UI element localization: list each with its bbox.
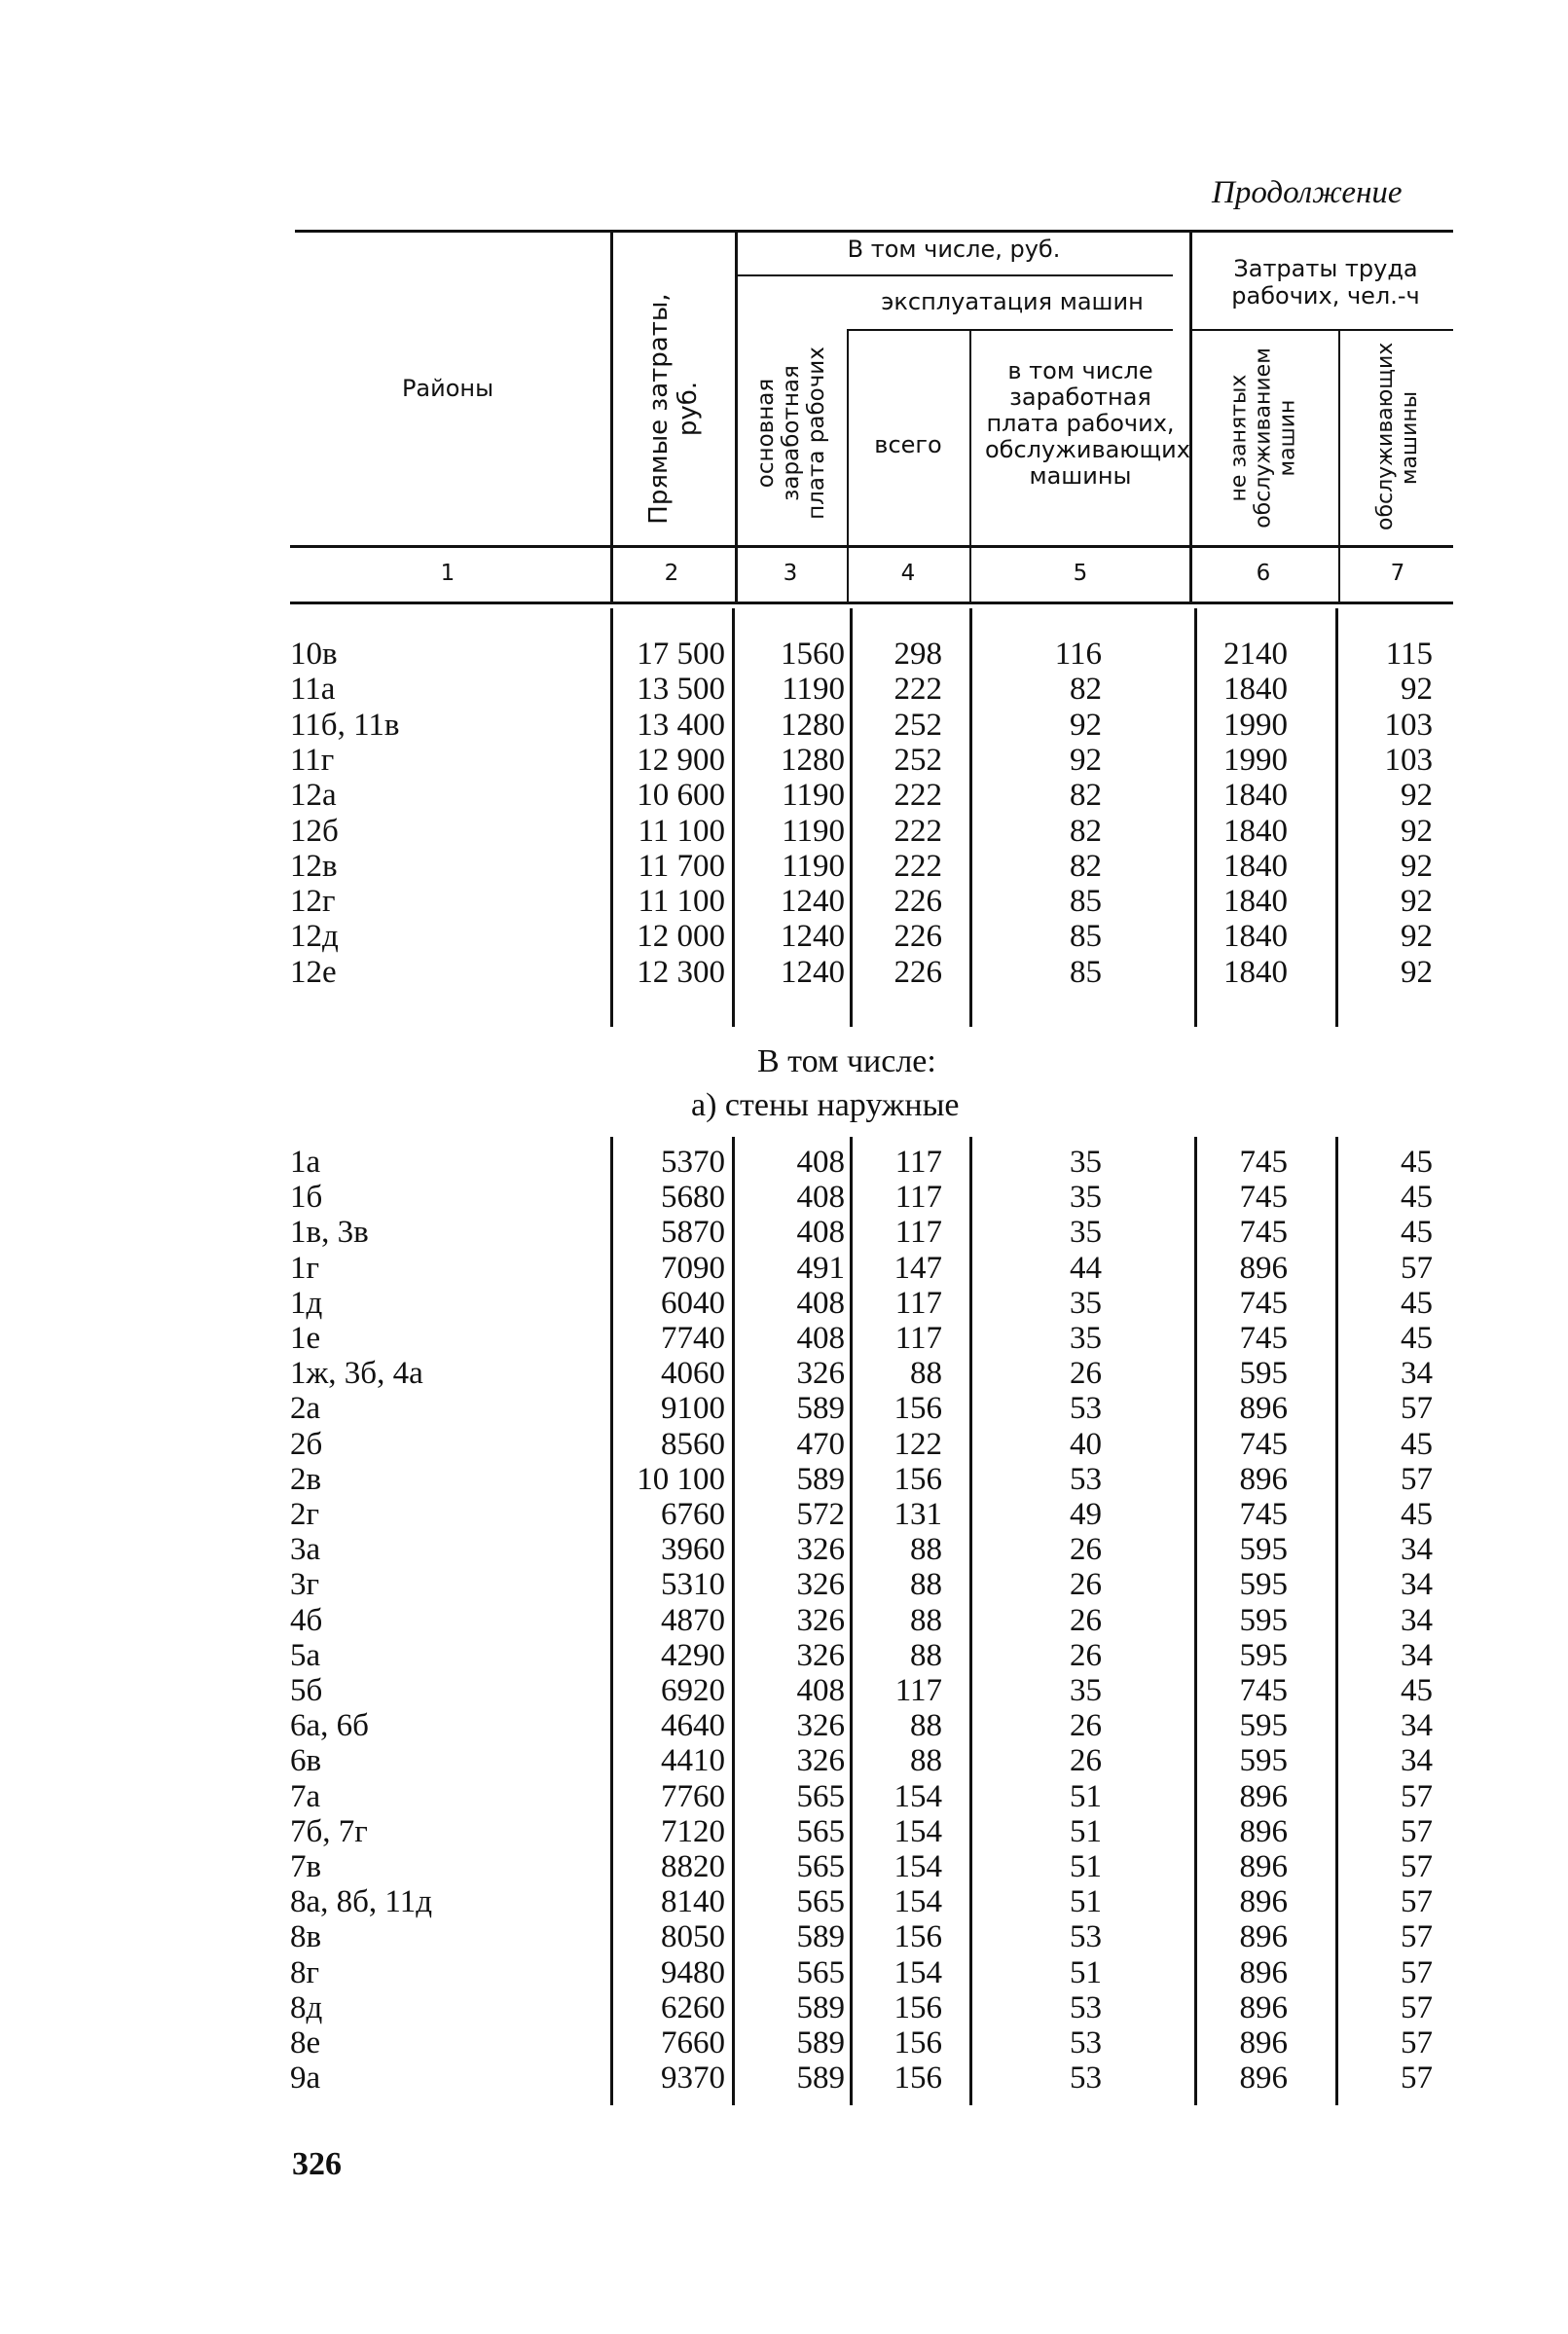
row-label-district: 2в: [290, 1461, 322, 1497]
cell-basic-wage: 1280: [781, 742, 845, 778]
cell-machine-wage: 51: [1070, 1884, 1102, 1920]
cell-basic-wage: 589: [796, 2025, 845, 2060]
cell-machines-total: 298: [893, 637, 942, 672]
cell-direct-costs: 4060: [661, 1356, 725, 1392]
cell-machine-wage: 53: [1070, 1391, 1102, 1427]
cell-labor-nonmachine: 745: [1239, 1145, 1288, 1180]
cell-labor-machine: 34: [1401, 1743, 1433, 1779]
row-label-district: 1а: [290, 1145, 321, 1180]
cell-direct-costs: 8820: [661, 1849, 725, 1884]
row-label-district: 2г: [290, 1497, 320, 1532]
row-label-district: 2а: [290, 1391, 321, 1427]
cell-basic-wage: 565: [796, 1813, 845, 1849]
row-label-district: 8в: [290, 1919, 322, 1955]
cell-labor-nonmachine: 896: [1239, 1250, 1288, 1286]
cell-labor-machine: 92: [1401, 954, 1433, 990]
cell-machines-total: 156: [893, 2025, 942, 2060]
cell-direct-costs: 4870: [661, 1602, 725, 1638]
cell-machine-wage: 53: [1070, 2060, 1102, 2097]
cell-labor-nonmachine: 896: [1239, 2025, 1288, 2060]
cell-machines-total: 147: [893, 1250, 942, 1286]
cell-basic-wage: 1240: [781, 884, 845, 920]
cell-direct-costs: 4290: [661, 1637, 725, 1673]
cell-basic-wage: 565: [796, 1849, 845, 1884]
row-label-district: 12е: [290, 954, 337, 990]
cell-labor-machine: 34: [1401, 1356, 1433, 1392]
cell-labor-nonmachine: 896: [1239, 1954, 1288, 1990]
cell-direct-costs: 13 500: [637, 672, 725, 708]
cell-direct-costs: 11 700: [638, 848, 725, 884]
cell-machine-wage: 26: [1070, 1567, 1102, 1603]
row-label-district: 1в, 3в: [290, 1215, 369, 1251]
cell-labor-machine: 57: [1401, 1461, 1433, 1497]
cell-machines-total: 122: [893, 1426, 942, 1462]
cell-labor-machine: 115: [1385, 637, 1433, 672]
cell-labor-machine: 45: [1401, 1180, 1433, 1216]
cell-labor-machine: 103: [1384, 742, 1433, 778]
cell-direct-costs: 8050: [661, 1919, 725, 1955]
row-label-district: 6а, 6б: [290, 1708, 369, 1744]
cell-machine-wage: 51: [1070, 1954, 1102, 1990]
cell-direct-costs: 9370: [661, 2060, 725, 2097]
cell-direct-costs: 12 900: [637, 742, 725, 778]
cell-basic-wage: 1190: [782, 778, 845, 814]
cell-machines-total: 154: [893, 1884, 942, 1920]
cell-labor-nonmachine: 745: [1239, 1180, 1288, 1216]
row-label-district: 7в: [290, 1849, 322, 1884]
row-label-district: 8е: [290, 2025, 321, 2060]
cell-machine-wage: 92: [1070, 742, 1102, 778]
cell-labor-machine: 92: [1401, 848, 1433, 884]
cell-labor-machine: 45: [1401, 1673, 1433, 1708]
row-label-district: 6в: [290, 1743, 322, 1779]
cell-labor-nonmachine: 896: [1239, 2060, 1288, 2097]
cell-machine-wage: 53: [1070, 1919, 1102, 1955]
cell-labor-nonmachine: 595: [1239, 1708, 1288, 1744]
cell-labor-machine: 103: [1384, 707, 1433, 743]
cell-basic-wage: 565: [796, 1954, 845, 1990]
cell-labor-nonmachine: 745: [1239, 1285, 1288, 1321]
cell-direct-costs: 5310: [661, 1567, 725, 1603]
cell-machines-total: 222: [893, 672, 942, 708]
row-label-district: 11а: [290, 672, 336, 708]
cell-labor-nonmachine: 896: [1239, 1919, 1288, 1955]
cell-machines-total: 156: [893, 1461, 942, 1497]
header-divider: [1338, 331, 1340, 602]
cell-machines-total: 222: [893, 778, 942, 814]
header-bottom-rule: [290, 545, 1453, 548]
cell-labor-nonmachine: 1840: [1223, 813, 1288, 849]
cell-machine-wage: 51: [1070, 1778, 1102, 1814]
row-label-district: 12в: [290, 848, 338, 884]
cell-basic-wage: 572: [796, 1497, 845, 1532]
cell-machine-wage: 40: [1070, 1426, 1102, 1462]
cell-basic-wage: 589: [796, 1989, 845, 2025]
cell-machine-wage: 35: [1070, 1321, 1102, 1356]
header-divider: [1189, 232, 1192, 602]
header-divider: [969, 331, 971, 602]
cell-labor-machine: 57: [1401, 1954, 1433, 1990]
cell-labor-nonmachine: 896: [1239, 1461, 1288, 1497]
cell-machines-total: 131: [893, 1497, 942, 1532]
cell-basic-wage: 589: [796, 1461, 845, 1497]
row-label-district: 11б, 11в: [290, 707, 400, 743]
cell-basic-wage: 589: [796, 1391, 845, 1427]
cell-basic-wage: 565: [796, 1884, 845, 1920]
row-label-district: 7а: [290, 1778, 321, 1814]
cell-labor-nonmachine: 896: [1239, 1849, 1288, 1884]
cell-direct-costs: 5680: [661, 1180, 725, 1216]
cell-direct-costs: 6760: [661, 1497, 725, 1532]
basic-wage-header: основная заработная плата рабочих: [753, 346, 829, 520]
cell-machine-wage: 82: [1070, 813, 1102, 849]
row-label-district: 7б, 7г: [290, 1813, 368, 1849]
cell-machine-wage: 26: [1070, 1602, 1102, 1638]
cell-labor-nonmachine: 1840: [1223, 884, 1288, 920]
cell-basic-wage: 491: [796, 1250, 845, 1286]
cell-direct-costs: 7120: [661, 1813, 725, 1849]
cell-direct-costs: 9100: [661, 1391, 725, 1427]
cell-machines-total: 88: [910, 1356, 942, 1392]
cell-labor-nonmachine: 896: [1239, 1813, 1288, 1849]
cell-direct-costs: 9480: [661, 1954, 725, 1990]
cell-basic-wage: 326: [796, 1637, 845, 1673]
cell-labor-machine: 57: [1401, 1989, 1433, 2025]
cell-machines-total: 88: [910, 1532, 942, 1568]
cell-labor-machine: 92: [1401, 778, 1433, 814]
cell-machine-wage: 35: [1070, 1285, 1102, 1321]
row-label-district: 1д: [290, 1285, 323, 1321]
cell-machine-wage: 82: [1070, 672, 1102, 708]
cell-labor-nonmachine: 896: [1239, 1989, 1288, 2025]
cell-machines-total: 117: [894, 1321, 942, 1356]
cell-direct-costs: 6920: [661, 1673, 725, 1708]
column-number: 3: [783, 561, 798, 586]
cell-labor-nonmachine: 595: [1239, 1602, 1288, 1638]
cell-machines-total: 226: [893, 954, 942, 990]
row-label-district: 9а: [290, 2060, 321, 2097]
row-label-district: 4б: [290, 1602, 323, 1638]
cell-machines-total: 226: [893, 919, 942, 955]
cell-machine-wage: 51: [1070, 1849, 1102, 1884]
cell-direct-costs: 13 400: [637, 707, 725, 743]
cell-direct-costs: 7660: [661, 2025, 725, 2060]
row-label-district: 10в: [290, 637, 338, 672]
cell-labor-machine: 34: [1401, 1602, 1433, 1638]
labor-nonmachine-header: не занятых обслуживанием машин: [1226, 347, 1300, 529]
cell-labor-nonmachine: 1840: [1223, 848, 1288, 884]
cell-basic-wage: 589: [796, 1919, 845, 1955]
cell-machine-wage: 35: [1070, 1215, 1102, 1251]
cell-machine-wage: 53: [1070, 1461, 1102, 1497]
cell-machines-total: 156: [893, 2060, 942, 2097]
cell-labor-nonmachine: 745: [1239, 1497, 1288, 1532]
row-label-district: 8а, 8б, 11д: [290, 1884, 433, 1920]
row-label-district: 12а: [290, 778, 337, 814]
cell-basic-wage: 1560: [781, 637, 845, 672]
cell-labor-machine: 57: [1401, 1884, 1433, 1920]
row-label-district: 12б: [290, 813, 339, 849]
cell-labor-nonmachine: 595: [1239, 1532, 1288, 1568]
cell-machine-wage: 26: [1070, 1637, 1102, 1673]
cell-machine-wage: 51: [1070, 1813, 1102, 1849]
cell-labor-machine: 45: [1401, 1215, 1433, 1251]
row-label-district: 5а: [290, 1637, 321, 1673]
cell-basic-wage: 1280: [781, 707, 845, 743]
cell-direct-costs: 7760: [661, 1778, 725, 1814]
cell-basic-wage: 408: [796, 1321, 845, 1356]
column-number: 4: [900, 561, 916, 586]
cell-labor-machine: 45: [1401, 1426, 1433, 1462]
labor-group-header: Затраты труда рабочих, чел.-ч: [1231, 255, 1420, 310]
cell-direct-costs: 5870: [661, 1215, 725, 1251]
header-divider: [735, 232, 738, 602]
cell-machines-total: 156: [893, 1989, 942, 2025]
row-label-district: 8д: [290, 1989, 323, 2025]
cell-labor-machine: 45: [1401, 1321, 1433, 1356]
cell-labor-nonmachine: 745: [1239, 1673, 1288, 1708]
cell-machines-total: 226: [893, 884, 942, 920]
cell-machines-total: 88: [910, 1637, 942, 1673]
column-number: 5: [1073, 561, 1088, 586]
cell-machine-wage: 49: [1070, 1497, 1102, 1532]
cell-machines-total: 117: [894, 1145, 942, 1180]
cell-machines-total: 88: [910, 1602, 942, 1638]
cell-labor-machine: 34: [1401, 1708, 1433, 1744]
cell-labor-machine: 57: [1401, 1919, 1433, 1955]
cell-direct-costs: 6260: [661, 1989, 725, 2025]
cell-basic-wage: 408: [796, 1180, 845, 1216]
labor-machine-header: обслуживающих машины: [1373, 342, 1422, 530]
cell-direct-costs: 4640: [661, 1708, 725, 1744]
cell-machine-wage: 35: [1070, 1673, 1102, 1708]
cell-direct-costs: 7740: [661, 1321, 725, 1356]
cell-machine-wage: 82: [1070, 848, 1102, 884]
cell-basic-wage: 1240: [781, 919, 845, 955]
cell-labor-machine: 45: [1401, 1145, 1433, 1180]
cell-machine-wage: 85: [1070, 884, 1102, 920]
cell-machine-wage: 116: [1054, 637, 1102, 672]
row-label-district: 12д: [290, 919, 339, 955]
cell-labor-machine: 34: [1401, 1567, 1433, 1603]
cell-labor-machine: 57: [1401, 1813, 1433, 1849]
cell-direct-costs: 8140: [661, 1884, 725, 1920]
cell-direct-costs: 17 500: [637, 637, 725, 672]
cell-labor-nonmachine: 745: [1239, 1426, 1288, 1462]
cell-labor-machine: 92: [1401, 672, 1433, 708]
cell-direct-costs: 11 100: [638, 813, 725, 849]
cell-labor-nonmachine: 595: [1239, 1637, 1288, 1673]
cell-basic-wage: 326: [796, 1708, 845, 1744]
cell-machine-wage: 53: [1070, 1989, 1102, 2025]
cell-direct-costs: 10 600: [637, 778, 725, 814]
cell-basic-wage: 326: [796, 1356, 845, 1392]
page-number: 326: [292, 2146, 342, 2182]
cell-basic-wage: 1190: [782, 672, 845, 708]
row-label-district: 3а: [290, 1532, 321, 1568]
cell-machines-total: 88: [910, 1567, 942, 1603]
cell-labor-nonmachine: 1840: [1223, 778, 1288, 814]
row-label-district: 5б: [290, 1673, 323, 1708]
cell-direct-costs: 10 100: [637, 1461, 725, 1497]
header-divider: [610, 232, 613, 602]
cell-basic-wage: 326: [796, 1567, 845, 1603]
cell-machines-total: 252: [893, 707, 942, 743]
cell-machine-wage: 26: [1070, 1356, 1102, 1392]
column-number: 1: [440, 561, 456, 586]
cell-labor-nonmachine: 745: [1239, 1321, 1288, 1356]
cell-labor-machine: 57: [1401, 2060, 1433, 2097]
cell-machines-total: 156: [893, 1919, 942, 1955]
row-label-district: 3г: [290, 1567, 320, 1603]
cell-labor-nonmachine: 1840: [1223, 954, 1288, 990]
cell-direct-costs: 3960: [661, 1532, 725, 1568]
cell-basic-wage: 1240: [781, 954, 845, 990]
cell-basic-wage: 326: [796, 1532, 845, 1568]
cell-labor-machine: 92: [1401, 884, 1433, 920]
cell-machine-wage: 44: [1070, 1250, 1102, 1286]
cell-basic-wage: 470: [796, 1426, 845, 1462]
cell-labor-nonmachine: 1840: [1223, 672, 1288, 708]
row-label-district: 8г: [290, 1954, 320, 1990]
row-label-district: 1е: [290, 1321, 321, 1356]
cell-basic-wage: 326: [796, 1743, 845, 1779]
cell-labor-machine: 57: [1401, 1849, 1433, 1884]
cell-machines-total: 117: [894, 1673, 942, 1708]
cell-labor-nonmachine: 745: [1239, 1215, 1288, 1251]
column-number: 6: [1256, 561, 1271, 586]
section-subheading: а) стены наружные: [691, 1087, 960, 1123]
cell-direct-costs: 5370: [661, 1145, 725, 1180]
cell-labor-machine: 57: [1401, 1778, 1433, 1814]
section-heading: В том числе:: [757, 1043, 936, 1079]
cell-basic-wage: 408: [796, 1673, 845, 1708]
cell-machine-wage: 85: [1070, 919, 1102, 955]
cell-basic-wage: 408: [796, 1215, 845, 1251]
districts-header: Районы: [401, 375, 494, 402]
cell-direct-costs: 8560: [661, 1426, 725, 1462]
cell-labor-machine: 45: [1401, 1285, 1433, 1321]
cell-basic-wage: 565: [796, 1778, 845, 1814]
cell-labor-nonmachine: 2140: [1223, 637, 1288, 672]
machines-group-rule: [847, 329, 1173, 331]
cell-direct-costs: 11 100: [638, 884, 725, 920]
labor-group-rule: [1192, 329, 1453, 331]
cell-labor-nonmachine: 896: [1239, 1778, 1288, 1814]
cell-labor-machine: 57: [1401, 2025, 1433, 2060]
cell-basic-wage: 408: [796, 1285, 845, 1321]
cell-direct-costs: 4410: [661, 1743, 725, 1779]
cell-machine-wage: 92: [1070, 707, 1102, 743]
numbers-bottom-rule: [290, 602, 1453, 604]
machines-total-header: всего: [874, 431, 942, 458]
row-label-district: 12г: [290, 884, 336, 920]
cell-machine-wage: 35: [1070, 1145, 1102, 1180]
cell-labor-nonmachine: 595: [1239, 1356, 1288, 1392]
cell-machine-wage: 85: [1070, 954, 1102, 990]
cell-basic-wage: 408: [796, 1145, 845, 1180]
cell-labor-nonmachine: 595: [1239, 1743, 1288, 1779]
cell-direct-costs: 12 000: [637, 919, 725, 955]
row-label-district: 1б: [290, 1180, 323, 1216]
cell-machines-total: 117: [894, 1285, 942, 1321]
cell-labor-nonmachine: 1990: [1223, 742, 1288, 778]
cell-machines-total: 222: [893, 813, 942, 849]
cell-labor-nonmachine: 1990: [1223, 707, 1288, 743]
cell-machine-wage: 35: [1070, 1180, 1102, 1216]
direct-costs-header: Прямые затраты, руб.: [644, 293, 703, 525]
cell-basic-wage: 589: [796, 2060, 845, 2097]
cell-direct-costs: 7090: [661, 1250, 725, 1286]
cell-machine-wage: 26: [1070, 1708, 1102, 1744]
cell-labor-machine: 57: [1401, 1250, 1433, 1286]
table-top-rule: [295, 230, 1453, 233]
column-number: 7: [1390, 561, 1405, 586]
cell-machines-total: 88: [910, 1708, 942, 1744]
cell-labor-machine: 57: [1401, 1391, 1433, 1427]
cell-direct-costs: 6040: [661, 1285, 725, 1321]
header-divider: [847, 331, 849, 602]
machines-group-header: эксплуатация машин: [881, 288, 1144, 315]
cell-labor-nonmachine: 896: [1239, 1391, 1288, 1427]
cell-machines-total: 117: [894, 1180, 942, 1216]
cell-machines-total: 154: [893, 1849, 942, 1884]
cell-direct-costs: 12 300: [637, 954, 725, 990]
cost-group-rule: [735, 274, 1173, 276]
row-label-district: 1г: [290, 1250, 320, 1286]
cell-machines-total: 154: [893, 1954, 942, 1990]
cell-machine-wage: 26: [1070, 1532, 1102, 1568]
cost-group-header: В том числе, руб.: [847, 236, 1061, 263]
cell-labor-nonmachine: 1840: [1223, 919, 1288, 955]
cell-machines-total: 154: [893, 1778, 942, 1814]
cell-machine-wage: 82: [1070, 778, 1102, 814]
cell-labor-machine: 34: [1401, 1532, 1433, 1568]
cell-labor-nonmachine: 595: [1239, 1567, 1288, 1603]
continuation-label: Продолжение: [1212, 175, 1403, 210]
row-label-district: 2б: [290, 1426, 323, 1462]
cell-machine-wage: 26: [1070, 1743, 1102, 1779]
cell-machines-total: 154: [893, 1813, 942, 1849]
cell-machine-wage: 53: [1070, 2025, 1102, 2060]
cell-labor-machine: 34: [1401, 1637, 1433, 1673]
cell-machines-total: 88: [910, 1743, 942, 1779]
cell-machines-total: 156: [893, 1391, 942, 1427]
machine-wage-header: в том числе заработная плата рабочих, обслуживающих машины: [985, 357, 1190, 490]
cell-basic-wage: 326: [796, 1602, 845, 1638]
cell-labor-machine: 92: [1401, 919, 1433, 955]
cell-basic-wage: 1190: [782, 848, 845, 884]
cell-machines-total: 222: [893, 848, 942, 884]
cell-labor-machine: 92: [1401, 813, 1433, 849]
cell-machines-total: 252: [893, 742, 942, 778]
row-label-district: 1ж, 3б, 4а: [290, 1356, 423, 1392]
cell-labor-machine: 45: [1401, 1497, 1433, 1532]
cell-labor-nonmachine: 896: [1239, 1884, 1288, 1920]
cell-machines-total: 117: [894, 1215, 942, 1251]
column-number: 2: [664, 561, 679, 586]
row-label-district: 11г: [290, 742, 335, 778]
cell-basic-wage: 1190: [782, 813, 845, 849]
